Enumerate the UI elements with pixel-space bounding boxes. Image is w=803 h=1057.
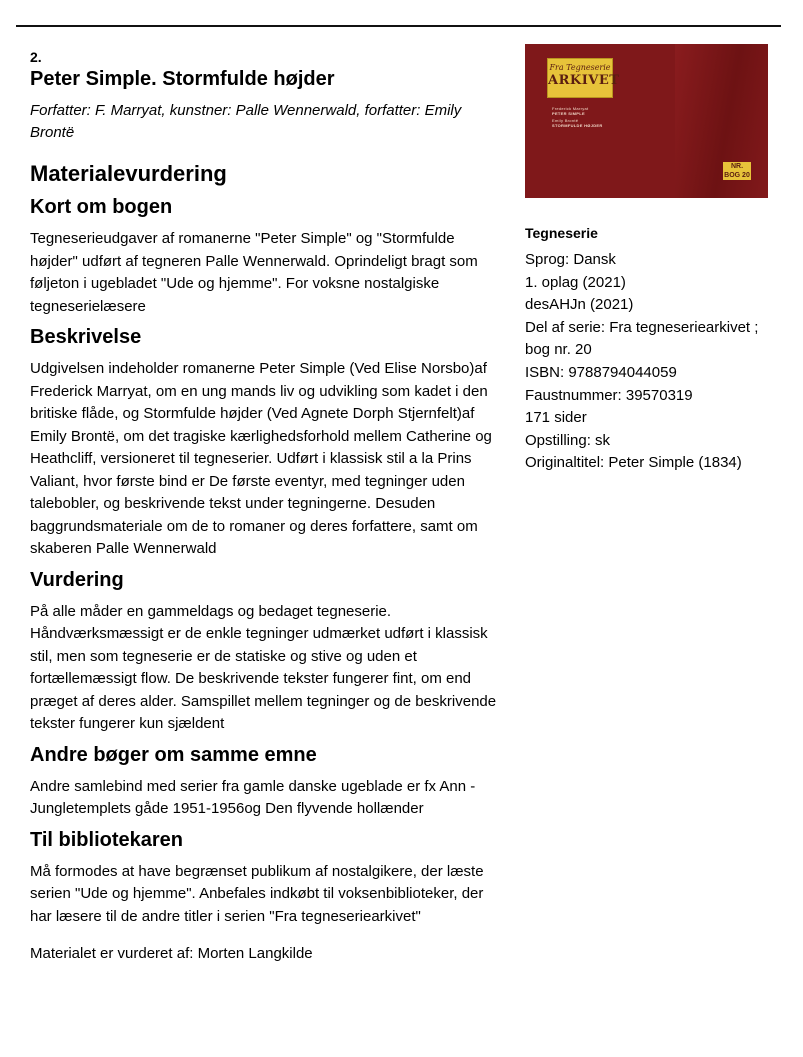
section-text-vurdering: På alle måder en gammeldags og bedaget tegneserie. Håndværksmæssigt er de enkle tegninger udmærket udført i klassisk stil, men som tegneserie er de statiske og stive og uden et fortællemæssigt flow. De beskrivende tekster fungerer fint, om end præget af deres alder. Samspillet mellem tegninger og de beskrivende tekster fungerer kun sjældent (30, 602, 497, 732)
cover-logo-title: ARKIVET (548, 73, 620, 88)
cover-shadow-band (675, 44, 768, 198)
section-text-andre-boeger: Andre samlebind med serier fra gamle danske ugeblade er fx Ann - Jungletemplets gåde 1951-1956og Den flyvende hollænder (30, 777, 476, 817)
cover-badge-bottom: BOG 20 (724, 172, 750, 179)
section-heading-til-bibliotekaren: Til bibliotekaren (30, 828, 183, 851)
cover-logo (547, 58, 620, 98)
section-text-til-bibliotekaren: Må formodes at have begrænset publikum af nostalgikere, der læste serien "Ude og hjemme". Anbefales indkøbt til voksenbiblioteker, der har læsere til de andre titler i serien "Fra tegneseriearkivet" (30, 862, 484, 925)
detail-originaltitel: Originaltitel: Peter Simple (1834) (525, 454, 742, 472)
cover-logo-subtitle: Fra Tegneserie (549, 63, 611, 72)
detail-sider: 171 sider (525, 409, 587, 427)
book-title: Peter Simple. Stormfulde højder (30, 68, 335, 90)
authors-line: Forfatter: F. Marryat, kunstner: Palle Wennerwald, forfatter: Emily Brontë (30, 102, 462, 141)
section-heading-andre-boeger: Andre bøger om samme emne (30, 743, 317, 766)
detail-serie: Del af serie: Fra tegneseriearkivet ; bog nr. 20 (525, 318, 759, 359)
detail-opstilling: Opstilling: sk (525, 431, 611, 449)
detail-oplag: 1. oplag (2021) (525, 273, 626, 291)
top-divider (16, 25, 781, 27)
cover-volume-badge (723, 162, 751, 180)
review-heading: Materialevurdering (30, 161, 227, 186)
detail-sprog: Sprog: Dansk (525, 251, 616, 268)
section-heading-kort-om-bogen: Kort om bogen (30, 196, 173, 218)
detail-faustnummer: Faustnummer: 39570319 (525, 386, 693, 404)
detail-code: desAHJn (2021) (525, 296, 634, 314)
cover-author-2: Emily Brontë (552, 118, 579, 123)
cover-title-2: STORMFULDE HØJDER (552, 123, 603, 128)
section-text-kort-om-bogen: Tegneserieudgaver af romanerne "Peter Simple" og "Stormfulde højder" udført af tegneren Palle Wennerwald. Oprindeligt bragt som føljeton i ugebladet "Ude og hjemme". For voksne nostalgiske tegneserielæsere (30, 230, 478, 315)
section-text-beskrivelse: Udgivelsen indeholder romanerne Peter Simple (Ved Elise Norsbo)af Frederick Marryat, om en ung mands liv og udvikling som kadet i den britiske flåde, og Stormfulde højder (Ved Agnete Dorph Stjernfelt)af Emily Brontë, om det tragiske kærlighedsforhold mellem Catherine og Heathcliff, versioneret til tegneserier. Udført i klassisk stil a la Prins Valiant, hvor første bind er De første eventyr, med tegninger uden talebobler, og beskrivende tekst under tegningerne. Desuden baggrundsmateriale om de to romaner og deres forfattere, samt om skaberen Palle Wennerwald (30, 360, 492, 557)
detail-isbn: ISBN: 9788794044059 (525, 363, 677, 381)
cover-badge-top: NR. (730, 163, 744, 170)
cover-author-1: Frederick Marryat (552, 106, 589, 111)
section-heading-beskrivelse: Beskrivelse (30, 326, 142, 348)
material-type: Tegneserie (525, 225, 598, 241)
details-list (525, 223, 770, 475)
item-number: 2. (30, 49, 42, 65)
main-content (30, 48, 500, 965)
section-heading-vurdering: Vurdering (30, 568, 124, 591)
reviewed-by: Materialet er vurderet af: Morten Langkilde (30, 945, 313, 962)
sidebar (525, 44, 770, 475)
book-cover-image[interactable] (525, 44, 768, 198)
cover-title-1: PETER SIMPLE (552, 111, 585, 116)
